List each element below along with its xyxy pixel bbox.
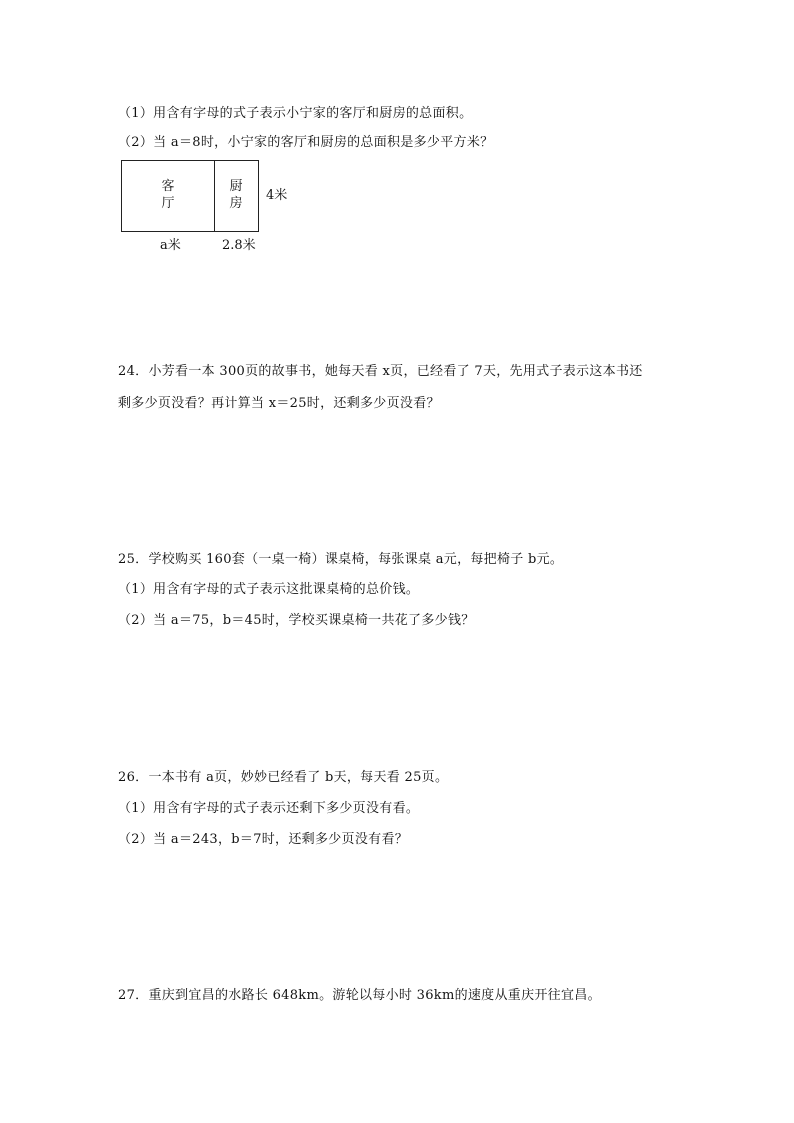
living-room-label-1: 客: [161, 179, 175, 194]
kitchen-label-2: 房: [229, 196, 243, 211]
q26-part1: （1）用含有字母的式子表示还剩下多少页没有看。: [118, 801, 420, 816]
q26-part2: （2）当 a＝243，b＝7时，还剩多少页没有看？: [118, 832, 409, 847]
living-room-width-label: a米: [160, 238, 181, 253]
q25-part2: （2）当 a＝75，b＝45时，学校买课桌椅一共花了多少钱？: [118, 613, 475, 628]
q23-part2: （2）当 a＝8时，小宁家的客厅和厨房的总面积是多少平方米？: [118, 135, 494, 150]
floor-plan-diagram: [121, 160, 259, 232]
living-room-label-2: 厅: [161, 196, 175, 211]
q25-part1: （1）用含有字母的式子表示这批课桌椅的总价钱。: [118, 582, 420, 597]
q24-line1: 24．小芳看一本 300页的故事书，她每天看 x页，已经看了 7天，先用式子表示这本书还: [118, 364, 643, 379]
q23-part1: （1）用含有字母的式子表示小宁家的客厅和厨房的总面积。: [118, 106, 473, 121]
room-divider: [214, 161, 215, 231]
kitchen-label-1: 厨: [229, 179, 243, 194]
kitchen-width-label: 2.8米: [222, 238, 256, 253]
q27-stem: 27．重庆到宜昌的水路长 648km。游轮以每小时 36km的速度从重庆开往宜昌。: [118, 988, 601, 1003]
q26-stem: 26．一本书有 a页，妙妙已经看了 b天，每天看 25页。: [118, 770, 449, 785]
q24-line2: 剩多少页没看？再计算当 x＝25时，还剩多少页没看？: [118, 396, 440, 411]
height-dimension-label: 4米: [266, 188, 288, 203]
q25-stem: 25．学校购买 160套（一桌一椅）课桌椅，每张课桌 a元，每把椅子 b元。: [118, 552, 564, 567]
